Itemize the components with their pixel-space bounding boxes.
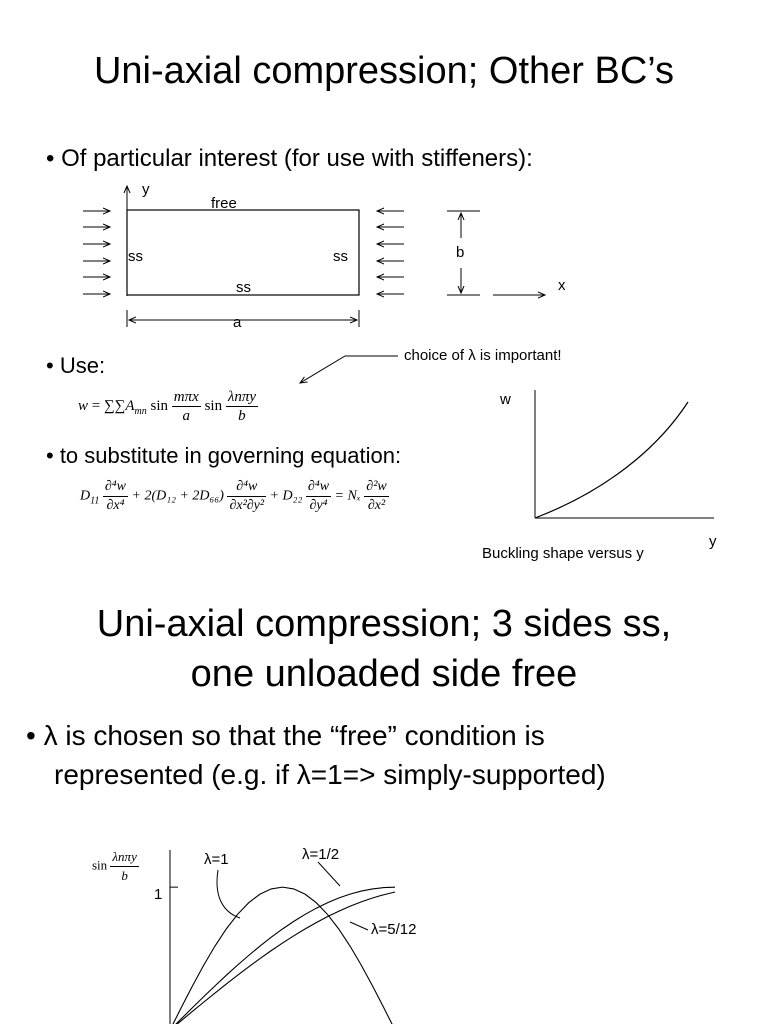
diagram-x-label: x (558, 277, 566, 294)
chart-series-line-2 (170, 892, 395, 1024)
leader-lambda-half (318, 862, 340, 886)
governing-equation: $D_{11}$ $\frac{\text{∂⁴w}}{\text{∂x⁴}}$ + 2(D₁₂ + 2D₆₆) $\frac{\text{∂⁴w}}{\text{∂x²∂y²}}$ + D₂₂ $\frac{\text{∂⁴w}}{\text{∂y⁴}}$ = Nₓ $\frac{\text{∂²w}}{\text{∂x²}}$ (80, 479, 387, 513)
substitute-bullet: • to substitute in governing equation: (46, 443, 402, 468)
use-bullet: • Use: (46, 353, 106, 378)
leader-lambda-1 (217, 870, 240, 918)
chart-axes (170, 850, 178, 1024)
slide2-title-line2: one unloaded side free (190, 653, 578, 695)
shape-plot-w-label: w (500, 391, 511, 408)
shape-plot-y-label: y (709, 533, 717, 550)
diagram-ss-right: ss (333, 248, 348, 265)
slide2-title-line1: Uni-axial compression; 3 sides ss, (96, 603, 672, 645)
series-label-lambda-half: λ=1/2 (302, 846, 340, 863)
chart-series-line-0 (170, 887, 395, 1024)
chart-series-line-1 (170, 887, 395, 1024)
series-label-lambda-1: λ=1 (204, 851, 229, 868)
slide1-title: Uni-axial compression; Other BC’s (93, 50, 675, 92)
diagram-b-label: b (456, 244, 465, 261)
diagram-free-label: free (211, 195, 237, 212)
diagram-y-label: y (142, 181, 150, 198)
chart-series (170, 887, 395, 1024)
series-label-lambda-5-12: λ=5/12 (371, 921, 417, 938)
chart-y-tick-1: 1 (154, 886, 163, 903)
shape-plot-caption: Buckling shape versus y (482, 545, 644, 562)
slide1-bullet-stiffeners: • Of particular interest (for use with stiffeners): (46, 145, 533, 172)
slide2-bullet-line1: • λ is chosen so that the “free” condition is (26, 720, 545, 751)
slide2-bullet-line2: represented (e.g. if λ=1=> simply-supported) (54, 759, 606, 790)
leader-lambda-5-12 (350, 922, 368, 930)
chart-ylabel: sin $\frac{\text{λnπy}}{b}$ (92, 849, 137, 883)
diagram-ss-bottom: ss (236, 279, 251, 296)
displacement-equation: $w = \sum\sum A_{mn}$ sin $\frac{\text{mπx}}{a}$ sin $\frac{\text{λnπy}}{b}$ (78, 389, 256, 424)
diagram-a-label: a (233, 314, 242, 331)
diagram-ss-left: ss (128, 248, 143, 265)
lambda-annotation: choice of λ is important! (404, 347, 562, 364)
